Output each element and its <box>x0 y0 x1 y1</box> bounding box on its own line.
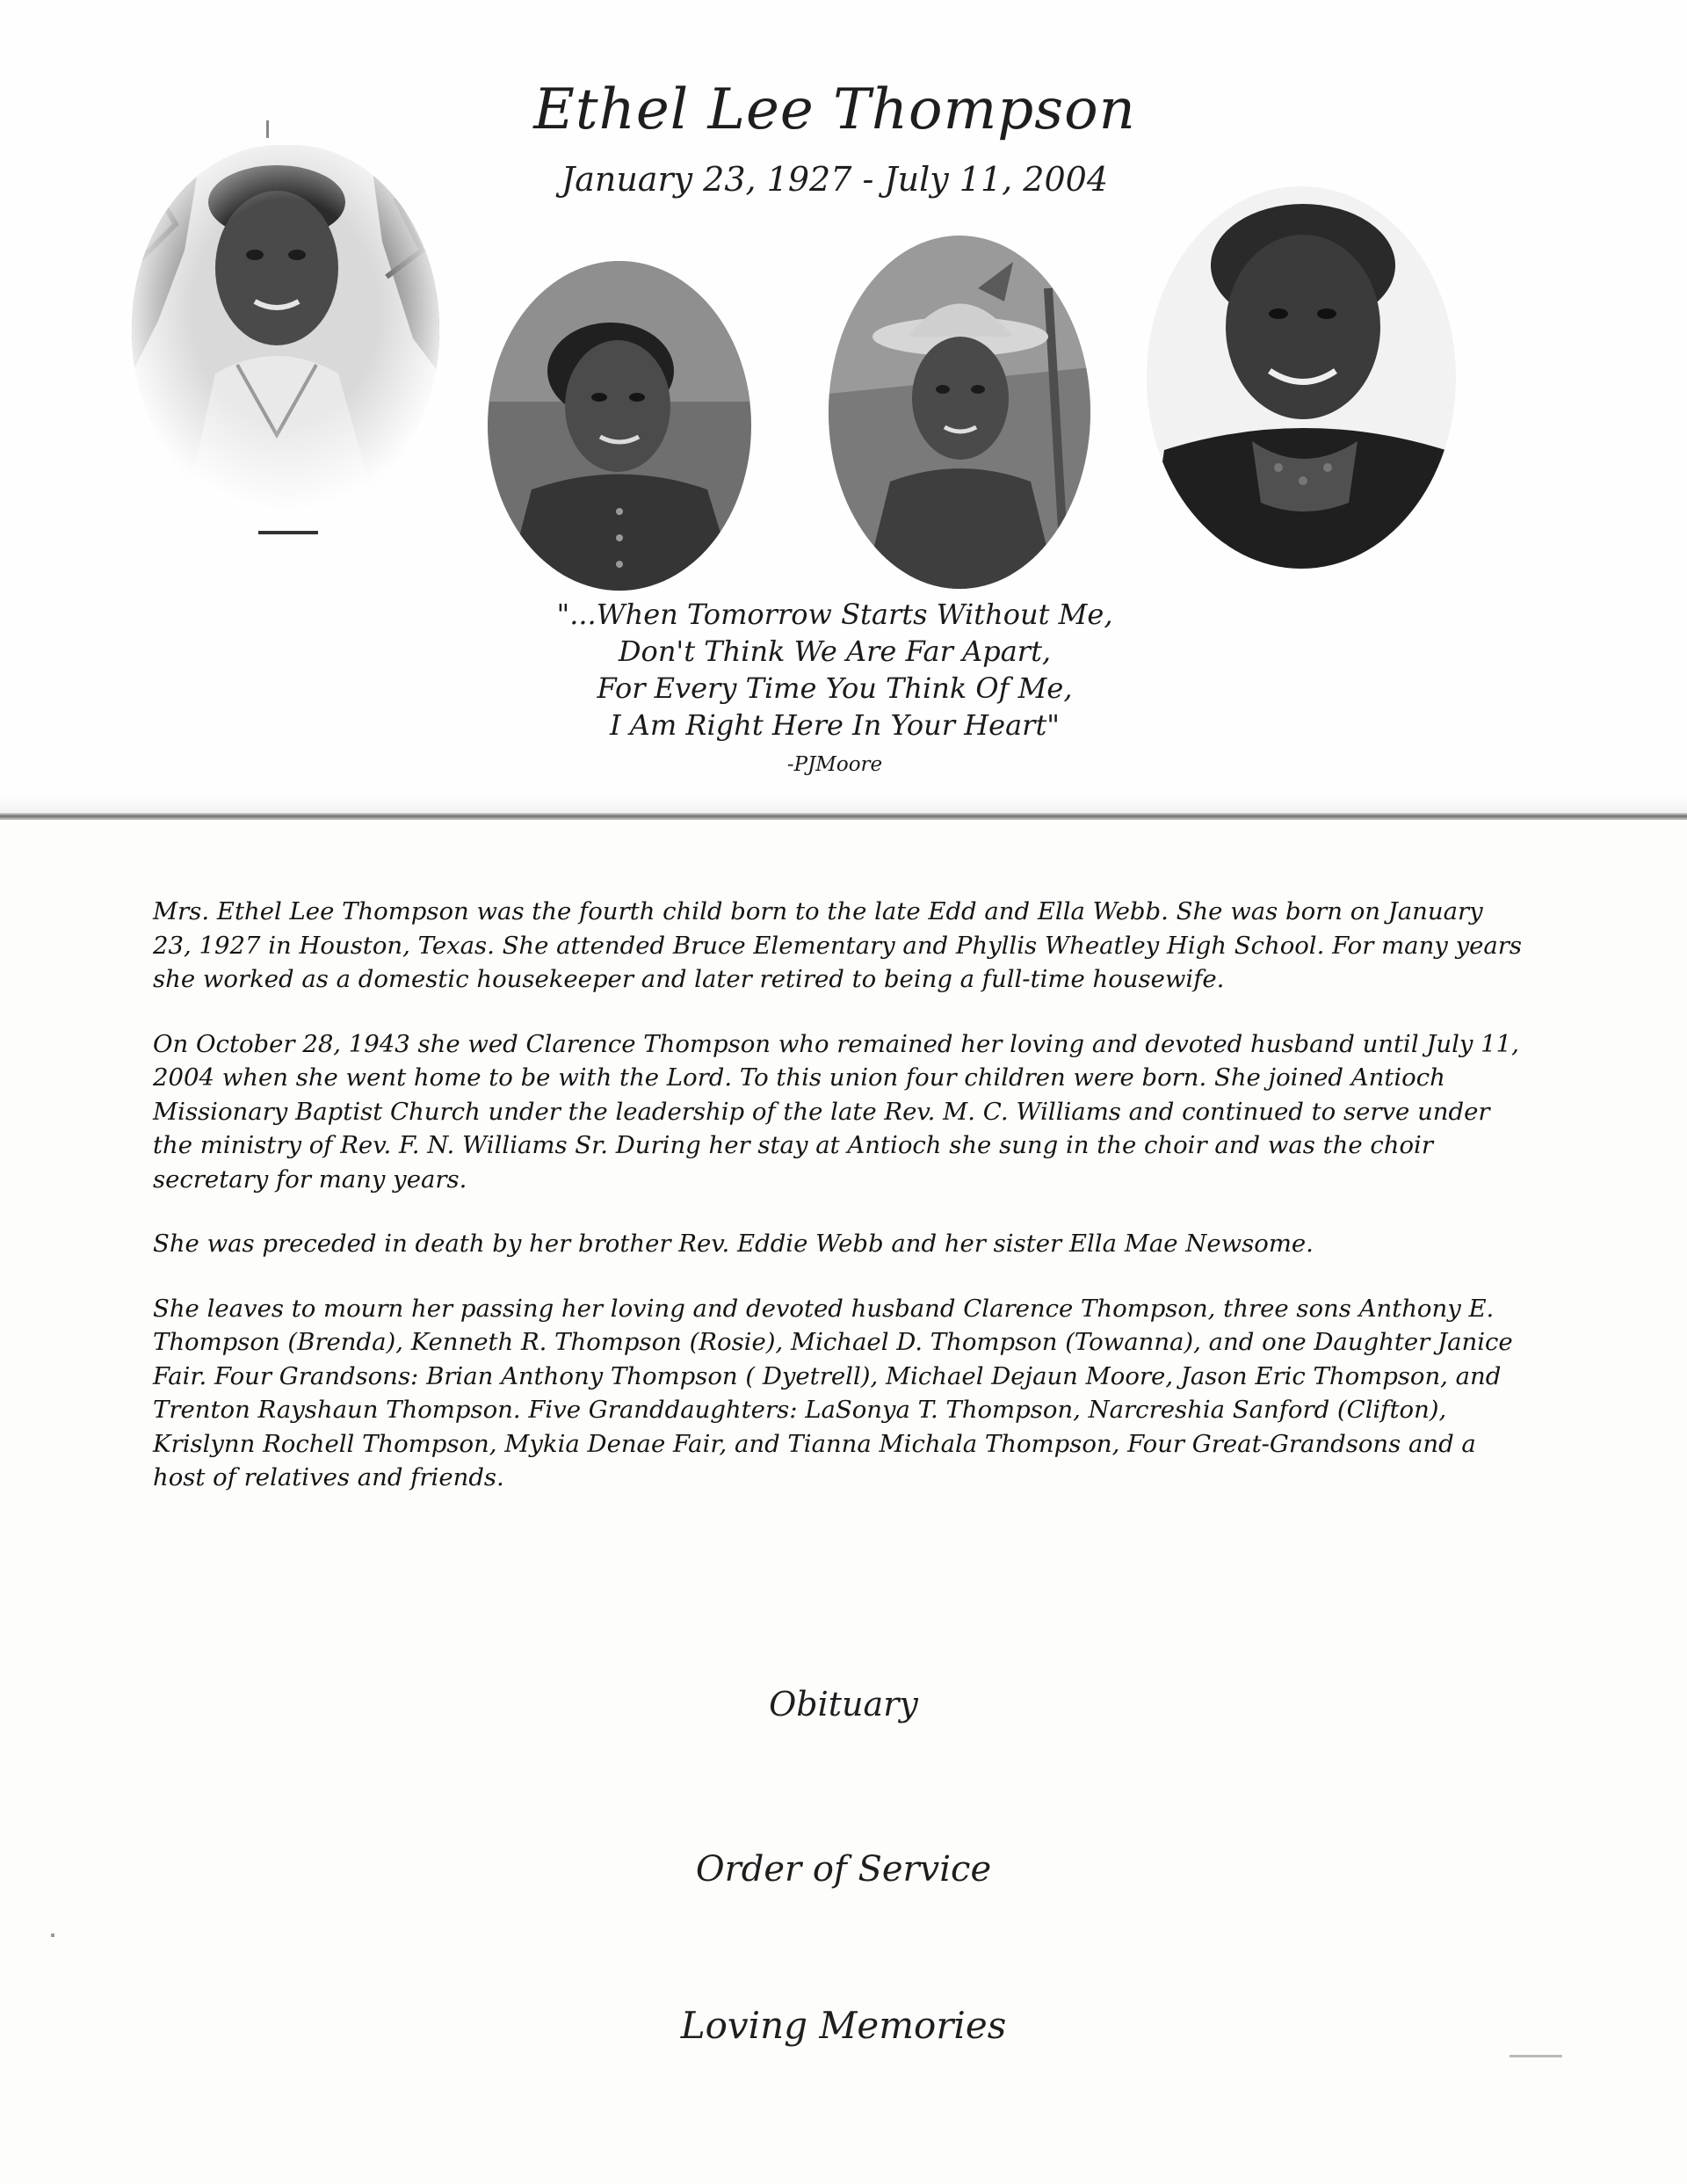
portrait-photo-4 <box>1147 186 1456 569</box>
portrait-photo-1 <box>132 145 439 514</box>
fold-shadow <box>0 795 1687 815</box>
photo-underline <box>258 531 318 534</box>
poem-line: Don't Think We Are Far Apart, <box>618 635 1052 668</box>
poem-author: -PJMoore <box>786 753 883 776</box>
poem-line: I Am Right Here In Your Heart" <box>609 708 1061 742</box>
memorial-poem <box>492 596 1177 744</box>
obituary-body <box>153 895 1524 1526</box>
obituary-paragraph: Mrs. Ethel Lee Thompson was the fourth child born to the late Edd and Ella Webb. She was born on January 23, 1927 in Houston, Texas. She attended Bruce Elementary and Phyllis Wheatley High School. For many years she worked as a domestic housekeeper and later retired to being a full-time housewife. <box>153 897 1523 993</box>
life-dates: January 23, 1927 - July 11, 2004 <box>561 160 1109 199</box>
poem-line: "...When Tomorrow Starts Without Me, <box>556 598 1113 631</box>
poem-line: For Every Time You Think Of Me, <box>597 671 1073 705</box>
scan-speck <box>1510 2055 1562 2057</box>
obituary-paragraph: On October 28, 1943 she wed Clarence Thompson who remained her loving and devoted husband until July 11, 2004 when she went home to be with the Lord. To this union four children were born. She joined Antioch Missionary Baptist Church under the leadership of the late Rev. M. C. Williams and continued to serve under the ministry of Rev. F. N. Williams Sr. During her stay at Antioch she sung in the choir and was the choir secretary for many years. <box>153 1029 1519 1194</box>
obituary-paragraph: She was preceded in death by her brother Rev. Eddie Webb and her sister Ella Mae Newsome. <box>153 1230 1314 1258</box>
cover-panel <box>0 0 1687 817</box>
section-order-of-service: Order of Service <box>695 1849 992 1890</box>
scan-speck <box>51 1934 54 1937</box>
portrait-photo-3 <box>829 236 1090 589</box>
portrait-photo-2 <box>488 261 751 591</box>
section-loving-memories: Loving Memories <box>680 2004 1007 2047</box>
page-fold <box>0 813 1687 820</box>
obituary-paragraph: She leaves to mourn her passing her loving and devoted husband Clarence Thompson, three sons Anthony E. Thompson (Brenda), Kenneth R. Thompson (Rosie), Michael D. Thompson (Towanna), and one Daughter Janice Fair. Four Grandsons: Brian Anthony Thompson ( Dyetrell), Michael Dejaun Moore, Jason Eric Thompson, and Trenton Rayshaun Thompson. Five Granddaughters: LaSonya T. Thompson, Narcreshia Sanford (Clifton), Krislynn Rochell Thompson, Mykia Denae Fair, and Tianna Michala Thompson, Four Great-Grandsons and a host of relatives and friends. <box>153 1294 1513 1491</box>
scan-mark <box>266 120 269 138</box>
section-obituary: Obituary <box>769 1685 918 1723</box>
deceased-name: Ethel Lee Thompson <box>533 77 1136 142</box>
